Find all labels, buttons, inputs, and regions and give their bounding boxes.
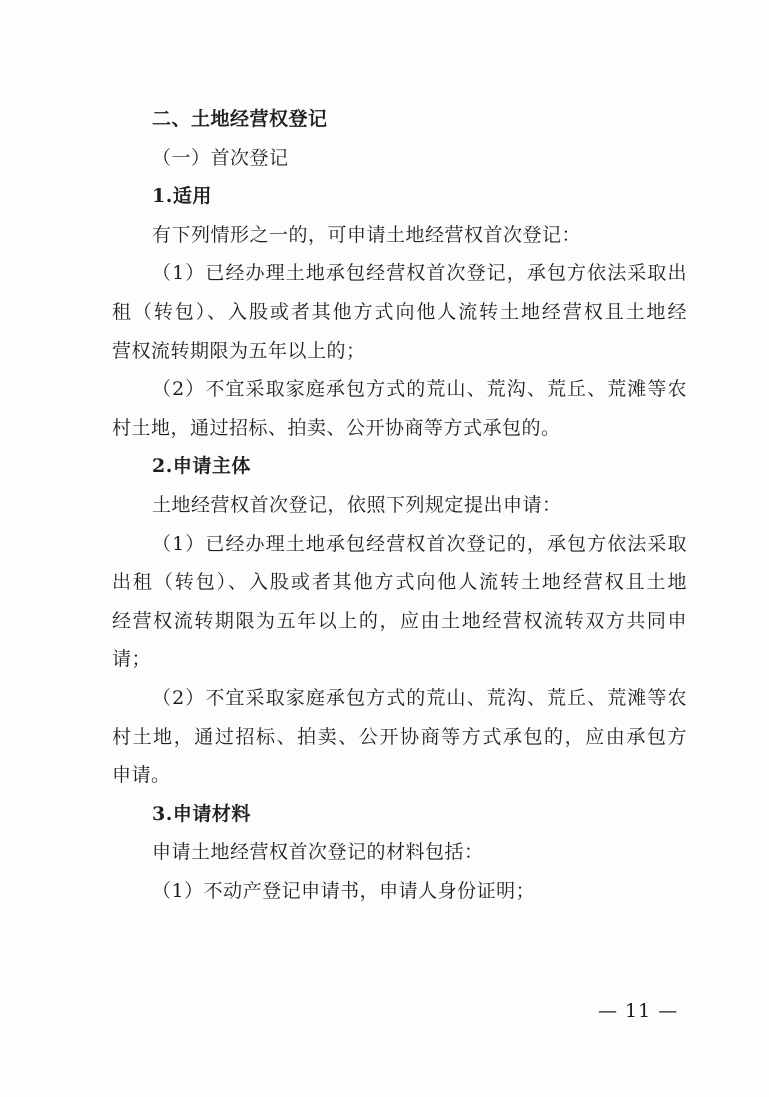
page-number: — 11 — [598,1000,679,1022]
item1-p2-line2: 村土地，通过招标、拍卖、公开协商等方式承包的。 [112,416,561,439]
item2-p1-line1: （1）已经办理土地承包经营权首次登记的，承包方依法采取 [152,532,687,555]
subsection-title: （一）首次登记 [152,146,289,169]
item2-intro: 土地经营权首次登记，依照下列规定提出申请： [152,493,562,516]
item1-p1-line2: 租（转包）、入股或者其他方式向他人流转土地经营权且土地经 [112,300,687,323]
item2-p2-line1: （2）不宜采取家庭承包方式的荒山、荒沟、荒丘、荒滩等农 [152,686,687,709]
document-body [112,100,687,910]
item1-p1-line3: 营权流转期限为五年以上的； [112,339,366,362]
item2-p2-line2: 村土地，通过招标、拍卖、公开协商等方式承包的，应由承包方 [112,725,687,748]
item2-p1-line3: 经营权流转期限为五年以上的，应由土地经营权流转双方共同申 [112,609,687,632]
section-title: 二、土地经营权登记 [152,108,328,130]
item2-p2-line3: 申请。 [112,764,171,787]
item2-p1-line2: 出租（转包）、入股或者其他方式向他人流转土地经营权且土地 [112,571,687,594]
item3-title: 3.申请材料 [152,802,251,825]
item2-title: 2.申请主体 [152,455,251,478]
item1-title: 1.适用 [152,185,212,208]
item1-p1-line1: （1）已经办理土地承包经营权首次登记，承包方依法采取出 [152,262,687,285]
item3-p1: （1）不动产登记申请书，申请人身份证明； [152,879,536,902]
item3-intro: 申请土地经营权首次登记的材料包括： [152,841,484,864]
item1-intro: 有下列情形之一的，可申请土地经营权首次登记： [152,223,582,246]
item1-p2-line1: （2）不宜采取家庭承包方式的荒山、荒沟、荒丘、荒滩等农 [152,378,687,401]
item2-p1-line4: 请； [112,648,152,671]
